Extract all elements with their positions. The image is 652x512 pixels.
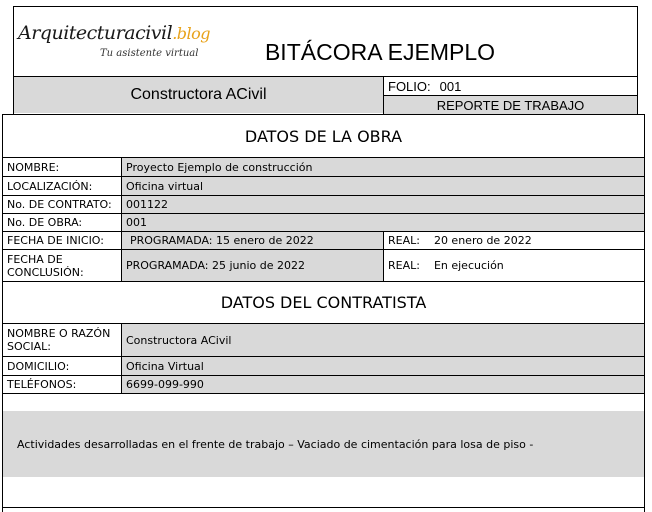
localizacion-value: Oficina virtual [122,177,644,195]
telefonos-value: 6699-099-990 [122,376,644,393]
page-title: BITÁCORA EJEMPLO [264,38,496,65]
logo-tagline: Tu asistente virtual [100,48,199,59]
section-title-obra: DATOS DE LA OBRA [244,126,403,146]
domicilio-label: DOMICILIO: [7,359,70,373]
razon-label: NOMBRE O RAZÓN SOCIAL: [7,327,111,353]
obra-num-label: No. DE OBRA: [7,216,83,229]
telefonos-label: TELÉFONOS: [7,378,77,391]
logo-text-main: Arquitecturacivil [18,22,173,44]
folio-value: 001 [439,79,462,94]
folio [388,78,633,95]
actividades-box [3,411,644,477]
localizacion-label: LOCALIZACIÓN: [7,179,93,193]
actividades-text: Actividades desarrolladas en el frente de trabajo – Vaciado de cimentación para losa de piso - [17,437,534,451]
inicio-programada: PROGRAMADA: 15 enero de 2022 [122,232,383,249]
conclusion-real: REAL: En ejecución [388,259,504,272]
inicio-real: REAL: 20 enero de 2022 [388,234,532,247]
inicio-label: FECHA DE INICIO: [7,234,104,247]
nombre-label: NOMBRE: [7,160,60,174]
section-title-contratista: DATOS DEL CONTRATISTA [220,293,427,312]
report-label: REPORTE DE TRABAJO [384,96,637,114]
contrato-value: 001122 [122,196,644,213]
folio-label: FOLIO: [388,79,431,94]
nombre-value: Proyecto Ejemplo de construcción [122,158,644,176]
logo [18,22,211,72]
obra-num-value: 001 [122,214,644,231]
conclusion-programada: PROGRAMADA: 25 junio de 2022 [122,250,383,281]
razon-value: Constructora ACivil [122,324,644,356]
domicilio-value: Oficina Virtual [122,357,644,375]
conclusion-label: FECHA DE CONCLUSIÓN: [7,252,84,279]
logo-text-blog: .blog [172,24,211,43]
company-name: Constructora ACivil [14,77,383,113]
contrato-label: No. DE CONTRATO: [7,198,112,211]
